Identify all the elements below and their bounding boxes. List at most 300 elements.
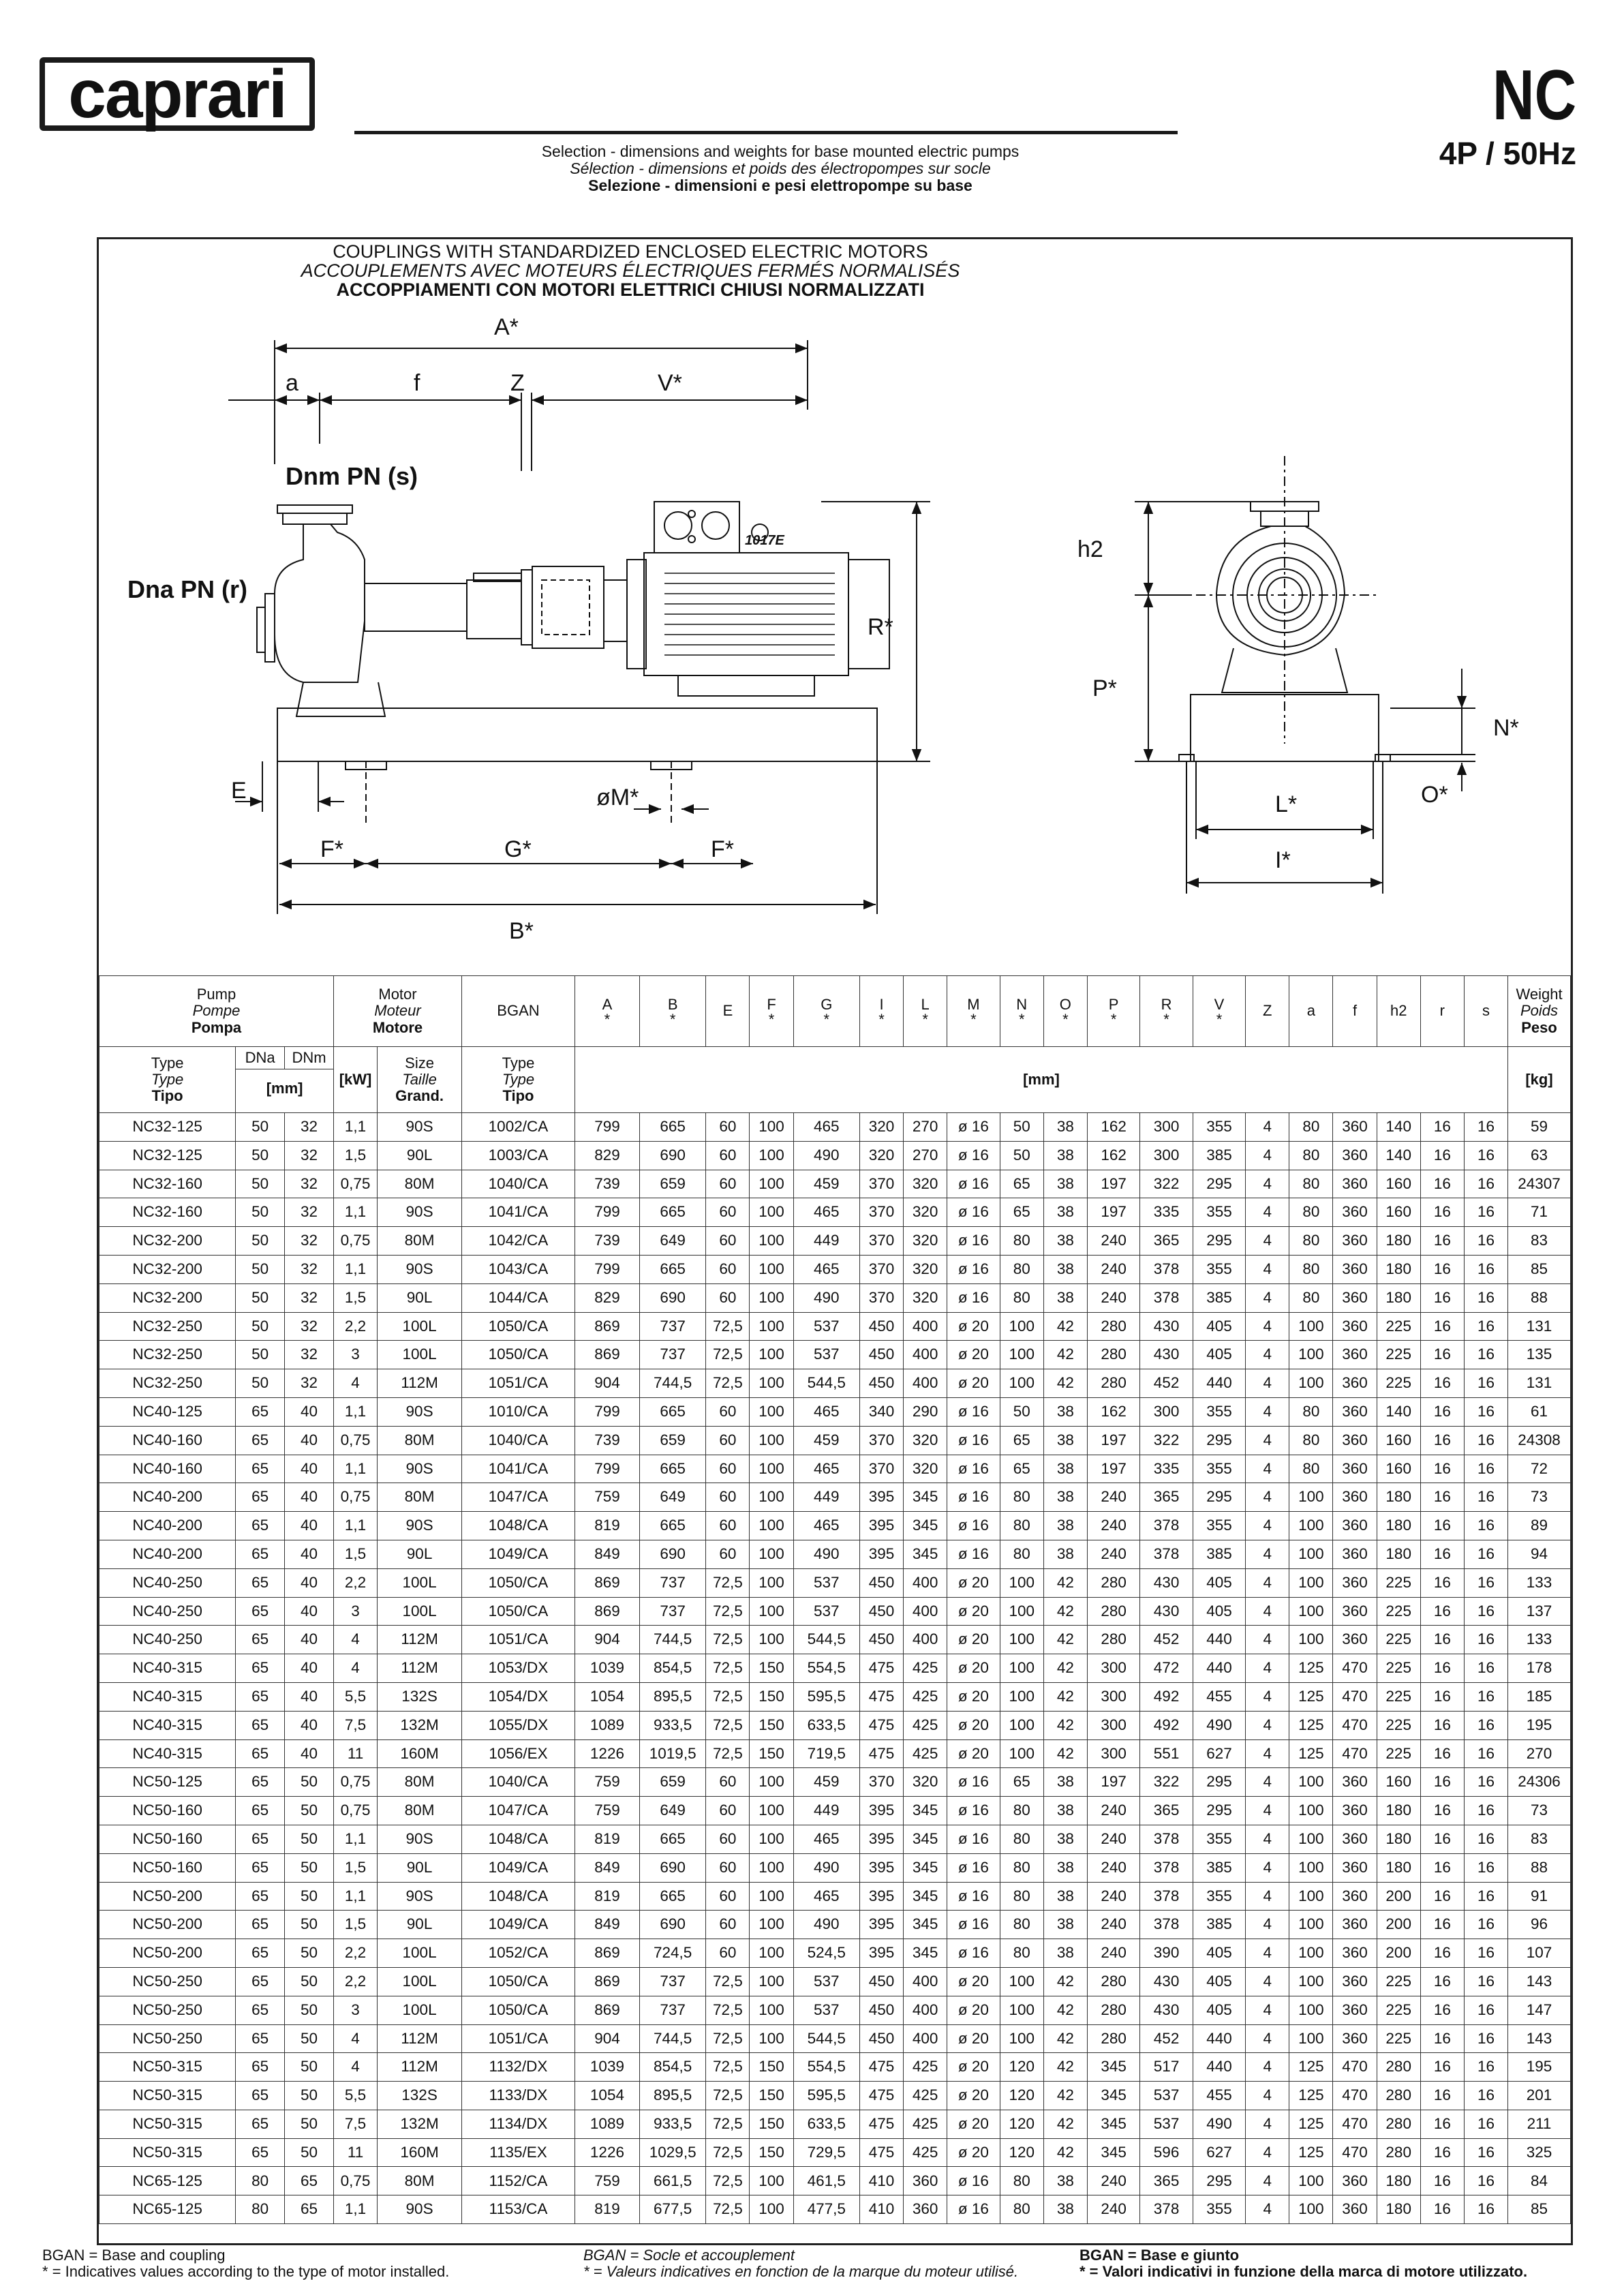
table-cell: 470 [1333, 2138, 1377, 2167]
table-cell: 60 [706, 1911, 750, 1939]
table-cell: 4 [1246, 1141, 1289, 1170]
table-cell: 197 [1087, 1426, 1139, 1455]
table-cell: 38 [1043, 1853, 1087, 1882]
table-cell: 492 [1140, 1682, 1193, 1711]
table-cell: 869 [574, 1597, 639, 1626]
table-cell: 1050/CA [462, 1341, 575, 1369]
table-cell: 16 [1420, 1455, 1464, 1483]
label-R: R* [868, 614, 893, 640]
table-cell: 137 [1508, 1597, 1571, 1626]
table-cell: 160 [1377, 1170, 1420, 1198]
table-cell: 60 [706, 1426, 750, 1455]
table-cell: 360 [1333, 1341, 1377, 1369]
table-cell: 1226 [574, 1739, 639, 1768]
table-cell: 4 [1246, 1882, 1289, 1911]
table-cell: ø 20 [947, 1626, 1000, 1654]
table-cell: 1003/CA [462, 1141, 575, 1170]
table-cell: 112M [378, 2024, 462, 2053]
table-cell: 360 [1333, 2195, 1377, 2224]
table-cell: 1,1 [333, 1882, 377, 1911]
table-cell: 739 [574, 1227, 639, 1256]
table-cell: 492 [1140, 1711, 1193, 1739]
table-cell: 90L [378, 1540, 462, 1568]
table-cell: 65 [236, 1853, 285, 1882]
table-cell: 904 [574, 2024, 639, 2053]
table-cell: 325 [1508, 2138, 1571, 2167]
table-cell: 80 [1000, 1911, 1043, 1939]
table-cell: 65 [236, 1911, 285, 1939]
dim-header: h2 [1377, 976, 1420, 1047]
table-cell: 554,5 [793, 1654, 859, 1683]
table-cell: 201 [1508, 2082, 1571, 2110]
table-cell: 596 [1140, 2138, 1193, 2167]
table-cell: 60 [706, 1939, 750, 1968]
table-body [99, 1113, 1571, 2224]
table-cell: ø 16 [947, 1797, 1000, 1825]
table-cell: 360 [1333, 2167, 1377, 2195]
table-cell: 4 [1246, 1283, 1289, 1312]
main-frame [97, 237, 1573, 2245]
label-G: G* [504, 836, 532, 862]
table-cell: 225 [1377, 1711, 1420, 1739]
size-header: Size Taille Grand. [378, 1047, 462, 1113]
table-cell: 100 [750, 1512, 793, 1540]
table-cell: 280 [1087, 1369, 1139, 1398]
table-cell: 42 [1043, 2082, 1087, 2110]
table-cell: 1051/CA [462, 1369, 575, 1398]
table-cell: 360 [1333, 1512, 1377, 1540]
table-cell: 80M [378, 1483, 462, 1512]
table-cell: 42 [1043, 1341, 1087, 1369]
table-cell: 40 [285, 1455, 334, 1483]
table-cell: 360 [1333, 1283, 1377, 1312]
table-cell: NC50-315 [99, 2053, 236, 2082]
table-cell: 378 [1140, 1911, 1193, 1939]
table-cell: 100 [750, 1255, 793, 1283]
table-cell: 16 [1420, 2082, 1464, 2110]
table-row [99, 1540, 1571, 1568]
table-cell: 80 [1000, 1255, 1043, 1283]
table-cell: 385 [1193, 1141, 1245, 1170]
table-cell: 50 [236, 1198, 285, 1227]
table-cell: 280 [1087, 1996, 1139, 2024]
table-cell: 649 [640, 1227, 706, 1256]
table-cell: 1,1 [333, 1255, 377, 1283]
table-cell: 554,5 [793, 2053, 859, 2082]
table-cell: 472 [1140, 1654, 1193, 1683]
table-cell: NC40-250 [99, 1626, 236, 1654]
table-cell: 100 [1000, 1654, 1043, 1683]
table-cell: 475 [859, 1711, 903, 1739]
table-cell: 16 [1464, 1797, 1507, 1825]
table-cell: 799 [574, 1455, 639, 1483]
table-cell: 100 [1000, 1996, 1043, 2024]
table-row [99, 1825, 1571, 1853]
table-cell: 799 [574, 1255, 639, 1283]
table-cell: ø 20 [947, 1739, 1000, 1768]
table-cell: 60 [706, 1455, 750, 1483]
table-cell: 72,5 [706, 2024, 750, 2053]
table-cell: 849 [574, 1540, 639, 1568]
table-cell: 465 [793, 1397, 859, 1426]
table-cell: 100 [1289, 1825, 1333, 1853]
type-header: Type Type Tipo [99, 1047, 236, 1113]
label-dnm: Dnm PN (s) [286, 462, 418, 490]
table-cell: 360 [1333, 1483, 1377, 1512]
table-cell: 360 [1333, 1626, 1377, 1654]
table-cell: ø 16 [947, 1170, 1000, 1198]
dim-header: V * [1193, 976, 1245, 1047]
table-cell: 80 [1289, 1227, 1333, 1256]
table-cell: 50 [1000, 1141, 1043, 1170]
table-cell: 80 [1000, 1853, 1043, 1882]
table-cell: NC40-200 [99, 1483, 236, 1512]
label-F1: F* [320, 836, 343, 862]
table-cell: 450 [859, 1597, 903, 1626]
table-cell: 355 [1193, 1825, 1245, 1853]
table-row [99, 2024, 1571, 2053]
table-cell: 16 [1420, 1483, 1464, 1512]
table-cell: 759 [574, 2167, 639, 2195]
table-cell: ø 16 [947, 1113, 1000, 1142]
table-cell: 425 [904, 1682, 947, 1711]
table-cell: 16 [1464, 2024, 1507, 2053]
table-cell: 1029,5 [640, 2138, 706, 2167]
table-cell: 65 [236, 1682, 285, 1711]
table-cell: 42 [1043, 1597, 1087, 1626]
table-cell: 1002/CA [462, 1113, 575, 1142]
table-cell: 400 [904, 1341, 947, 1369]
table-cell: 16 [1420, 1312, 1464, 1341]
table-cell: 395 [859, 1797, 903, 1825]
table-cell: 16 [1420, 1341, 1464, 1369]
table-cell: 739 [574, 1426, 639, 1455]
table-cell: 40 [285, 1483, 334, 1512]
table-cell: 280 [1377, 2053, 1420, 2082]
table-cell: 1,1 [333, 1512, 377, 1540]
table-cell: 869 [574, 1568, 639, 1597]
table-cell: 1050/CA [462, 1312, 575, 1341]
table-cell: 4 [1246, 1853, 1289, 1882]
table-cell: 425 [904, 2110, 947, 2138]
table-cell: 72,5 [706, 1711, 750, 1739]
table-row [99, 1141, 1571, 1170]
table-cell: 65 [236, 1739, 285, 1768]
table-cell: 200 [1377, 1939, 1420, 1968]
table-cell: 150 [750, 2110, 793, 2138]
table-cell: 150 [750, 2053, 793, 2082]
table-cell: 395 [859, 1825, 903, 1853]
table-cell: 65 [1000, 1426, 1043, 1455]
table-cell: 16 [1420, 2110, 1464, 2138]
table-cell: 854,5 [640, 1654, 706, 1683]
table-cell: 65 [236, 1825, 285, 1853]
table-cell: 370 [859, 1455, 903, 1483]
table-cell: 16 [1420, 2167, 1464, 2195]
table-cell: 72,5 [706, 2053, 750, 2082]
table-cell: 799 [574, 1198, 639, 1227]
table-cell: 50 [236, 1369, 285, 1398]
table-cell: 135 [1508, 1341, 1571, 1369]
table-cell: 2,2 [333, 1939, 377, 1968]
table-cell: 24306 [1508, 1768, 1571, 1797]
table-cell: 360 [1333, 1312, 1377, 1341]
table-cell: 60 [706, 1170, 750, 1198]
table-cell: 90S [378, 1455, 462, 1483]
table-cell: 355 [1193, 1882, 1245, 1911]
table-cell: 42 [1043, 1626, 1087, 1654]
table-cell: 11 [333, 2138, 377, 2167]
table-cell: 724,5 [640, 1939, 706, 1968]
table-cell: 405 [1193, 1996, 1245, 2024]
table-cell: 225 [1377, 1996, 1420, 2024]
table-cell: 132M [378, 2110, 462, 2138]
table-cell: 150 [750, 1739, 793, 1768]
table-cell: 197 [1087, 1198, 1139, 1227]
table-cell: 16 [1420, 1397, 1464, 1426]
table-cell: 40 [285, 1426, 334, 1455]
table-cell: 100 [1289, 1996, 1333, 2024]
table-cell: 400 [904, 1626, 947, 1654]
table-cell: 140 [1377, 1141, 1420, 1170]
table-cell: 60 [706, 1113, 750, 1142]
table-cell: 80 [1000, 1939, 1043, 1968]
table-cell: 16 [1420, 2195, 1464, 2224]
table-cell: 50 [285, 2053, 334, 2082]
table-cell: 1132/DX [462, 2053, 575, 2082]
table-cell: 360 [1333, 1967, 1377, 1996]
table-cell: 16 [1420, 1996, 1464, 2024]
table-cell: 322 [1140, 1768, 1193, 1797]
table-cell: 80 [1000, 1797, 1043, 1825]
table-cell: 50 [285, 2082, 334, 2110]
table-cell: 16 [1464, 1483, 1507, 1512]
table-cell: 819 [574, 1882, 639, 1911]
table-cell: 38 [1043, 1483, 1087, 1512]
table-cell: 400 [904, 1568, 947, 1597]
table-cell: 72,5 [706, 1341, 750, 1369]
table-cell: 1153/CA [462, 2195, 575, 2224]
table-cell: 180 [1377, 2195, 1420, 2224]
table-cell: 185 [1508, 1682, 1571, 1711]
table-cell: 131 [1508, 1369, 1571, 1398]
table-cell: 65 [1000, 1768, 1043, 1797]
dim-header: M * [947, 976, 1000, 1047]
table-cell: 50 [1000, 1397, 1043, 1426]
table-cell: 100 [750, 1426, 793, 1455]
table-cell: 400 [904, 1597, 947, 1626]
table-cell: 65 [236, 1939, 285, 1968]
table-cell: ø 20 [947, 2053, 1000, 2082]
table-cell: NC40-125 [99, 1397, 236, 1426]
table-cell: 63 [1508, 1141, 1571, 1170]
table-cell: 24308 [1508, 1426, 1571, 1455]
table-cell: 131 [1508, 1312, 1571, 1341]
table-cell: 100 [750, 1198, 793, 1227]
table-cell: 345 [1087, 2053, 1139, 2082]
table-cell: 320 [904, 1768, 947, 1797]
bgan-header: BGAN [462, 976, 575, 1047]
table-row [99, 2110, 1571, 2138]
table-cell: 933,5 [640, 2110, 706, 2138]
table-cell: 1050/CA [462, 1568, 575, 1597]
table-cell: 465 [793, 1825, 859, 1853]
table-cell: 16 [1464, 1312, 1507, 1341]
table-cell: 16 [1464, 2082, 1507, 2110]
dim-header: a [1289, 976, 1333, 1047]
table-cell: 100 [750, 1170, 793, 1198]
table-cell: 60 [706, 1853, 750, 1882]
label-f: f [414, 370, 420, 396]
table-cell: 195 [1508, 1711, 1571, 1739]
table-cell: 50 [285, 1825, 334, 1853]
table-cell: 100 [750, 1397, 793, 1426]
table-cell: 42 [1043, 1996, 1087, 2024]
table-row [99, 2138, 1571, 2167]
table-row [99, 1939, 1571, 1968]
table-cell: 290 [904, 1397, 947, 1426]
table-cell: NC40-160 [99, 1455, 236, 1483]
table-cell: 450 [859, 1967, 903, 1996]
table-cell: 178 [1508, 1654, 1571, 1683]
table-cell: 225 [1377, 1597, 1420, 1626]
table-cell: 100 [750, 1626, 793, 1654]
table-cell: 132S [378, 2082, 462, 2110]
table-row [99, 1882, 1571, 1911]
table-cell: 1,1 [333, 1113, 377, 1142]
table-cell: 690 [640, 1283, 706, 1312]
table-cell: 295 [1193, 1768, 1245, 1797]
table-cell: 799 [574, 1113, 639, 1142]
footer-it: BGAN = Base e giunto * = Valori indicativi in funzione della marca di motore utilizzato. [1079, 2247, 1528, 2280]
dim-header: F * [750, 976, 793, 1047]
table-cell: 295 [1193, 1483, 1245, 1512]
table-cell: 345 [904, 1825, 947, 1853]
dim-header: f [1333, 976, 1377, 1047]
table-cell: 4 [1246, 2110, 1289, 2138]
table-row [99, 1227, 1571, 1256]
table-cell: 345 [904, 1512, 947, 1540]
table-cell: 16 [1464, 1654, 1507, 1683]
table-cell: 72,5 [706, 1739, 750, 1768]
table-row [99, 2167, 1571, 2195]
label-F2: F* [711, 836, 734, 862]
table-cell: 180 [1377, 1283, 1420, 1312]
table-cell: 7,5 [333, 2110, 377, 2138]
label-h2: h2 [1077, 536, 1103, 562]
table-cell: 355 [1193, 1397, 1245, 1426]
table-cell: 370 [859, 1198, 903, 1227]
table-cell: 355 [1193, 1455, 1245, 1483]
table-cell: 16 [1464, 1426, 1507, 1455]
table-cell: 72,5 [706, 2195, 750, 2224]
table-cell: 4 [1246, 1739, 1289, 1768]
table-cell: 40 [285, 1682, 334, 1711]
table-cell: 320 [904, 1255, 947, 1283]
table-cell: 38 [1043, 1397, 1087, 1426]
table-cell: 16 [1420, 1227, 1464, 1256]
table-row [99, 1369, 1571, 1398]
table-cell: ø 16 [947, 1512, 1000, 1540]
logo-text: caprari [40, 57, 315, 131]
label-dna: Dna PN (r) [127, 575, 248, 603]
label-M: øM* [596, 785, 639, 810]
table-cell: 162 [1087, 1113, 1139, 1142]
table-cell: 240 [1087, 2167, 1139, 2195]
table-cell: 100 [750, 1797, 793, 1825]
table-cell: 461,5 [793, 2167, 859, 2195]
table-cell: 38 [1043, 1170, 1087, 1198]
table-cell: 425 [904, 1711, 947, 1739]
table-cell: 1054 [574, 2082, 639, 2110]
table-cell: NC50-315 [99, 2110, 236, 2138]
table-cell: 100 [1289, 1911, 1333, 1939]
table-cell: 440 [1193, 2053, 1245, 2082]
table-cell: 4 [1246, 1426, 1289, 1455]
table-cell: 80 [1000, 1882, 1043, 1911]
table-cell: 42 [1043, 1711, 1087, 1739]
table-cell: 395 [859, 1540, 903, 1568]
motor-header: Motor Moteur Motore [333, 976, 461, 1047]
table-cell: NC50-315 [99, 2082, 236, 2110]
table-cell: 320 [904, 1455, 947, 1483]
table-cell: 100 [1000, 2024, 1043, 2053]
table-cell: 143 [1508, 2024, 1571, 2053]
table-cell: 16 [1420, 2138, 1464, 2167]
table-cell: 595,5 [793, 1682, 859, 1711]
table-cell: 1039 [574, 1654, 639, 1683]
table-cell: 16 [1464, 1283, 1507, 1312]
table-cell: 38 [1043, 1939, 1087, 1968]
table-cell: 90L [378, 1911, 462, 1939]
table-cell: 450 [859, 1369, 903, 1398]
table-cell: 90S [378, 1397, 462, 1426]
table-cell: 65 [285, 2195, 334, 2224]
table-cell: 16 [1420, 1967, 1464, 1996]
table-cell: 665 [640, 1198, 706, 1227]
table-cell: 80 [1289, 1170, 1333, 1198]
table-cell: 42 [1043, 1369, 1087, 1398]
table-row [99, 1426, 1571, 1455]
table-cell: 360 [1333, 1853, 1377, 1882]
table-cell: 100 [750, 1113, 793, 1142]
table-cell: 475 [859, 2053, 903, 2082]
table-cell: 38 [1043, 2167, 1087, 2195]
table-cell: 91 [1508, 1882, 1571, 1911]
table-row [99, 1739, 1571, 1768]
table-cell: 320 [904, 1227, 947, 1256]
table-cell: 240 [1087, 1227, 1139, 1256]
table-cell: 83 [1508, 1825, 1571, 1853]
table-cell: 280 [1087, 2024, 1139, 2053]
table-cell: 4 [1246, 1568, 1289, 1597]
table-cell: NC50-160 [99, 1853, 236, 1882]
table-cell: 440 [1193, 1369, 1245, 1398]
table-cell: 100 [750, 1483, 793, 1512]
table-cell: 1054 [574, 1682, 639, 1711]
table-cell: 16 [1464, 1397, 1507, 1426]
table-cell: 100 [750, 1341, 793, 1369]
table-cell: 320 [904, 1426, 947, 1455]
table-cell: ø 16 [947, 1141, 1000, 1170]
table-cell: 1133/DX [462, 2082, 575, 2110]
table-cell: 4 [1246, 1255, 1289, 1283]
table-cell: 38 [1043, 1426, 1087, 1455]
table-cell: 690 [640, 1540, 706, 1568]
table-cell: ø 16 [947, 1882, 1000, 1911]
table-cell: 143 [1508, 1967, 1571, 1996]
table-cell: 465 [793, 1455, 859, 1483]
